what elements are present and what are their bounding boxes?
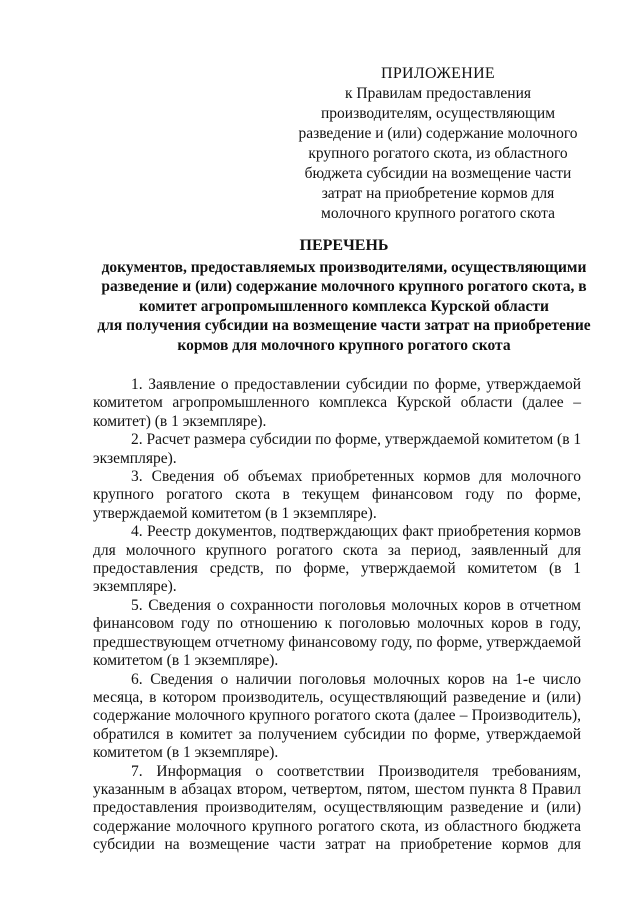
appendix-line: производителям, осуществляющим [321, 105, 555, 122]
title-line: комитет агропромышленного комплекса Курской области [139, 297, 549, 315]
text-line: финансовом году по отношению к поголовью молочных коров в году, [93, 615, 581, 633]
text-line: месяца, в котором производитель, осуществляющий разведение и (или) [93, 688, 581, 706]
title-line: кормов для молочного крупного рогатого скота [177, 336, 511, 354]
appendix-line: бюджета субсидии на возмещение части [304, 165, 572, 182]
list-item-1 [93, 376, 581, 431]
list-item-6 [93, 671, 581, 763]
text-line: указанным в абзацах втором, четвертом, пятом, шестом пункта 8 Правил [93, 780, 581, 798]
appendix-line: крупного рогатого скота, из областного [308, 145, 568, 162]
document-title [84, 236, 604, 355]
text-line: экземпляре). [93, 578, 177, 596]
text-line: 7. Информация о соответствии Производителя требованиям, [131, 762, 581, 780]
text-line: предшествующем отчетному финансовому году, по форме, утверждаемой [93, 633, 581, 651]
appendix-line: молочного крупного рогатого скота [321, 205, 555, 222]
text-line: 3. Сведения об объемах приобретенных кормов для молочного [131, 468, 581, 486]
text-line: предоставления производителям, осуществляющим разведение и (или) [93, 799, 581, 817]
text-line: обратился в комитет за получением субсидии по форме, утверждаемой [93, 725, 581, 743]
list-item-4 [93, 523, 581, 597]
appendix-line: к Правилам предоставления [344, 85, 532, 102]
appendix-heading: ПРИЛОЖЕНИЕ [380, 65, 495, 82]
title-line: разведение и (или) содержание молочного крупного рогатого скота, в [101, 278, 587, 295]
text-line: 6. Сведения о наличии поголовья молочных коров на 1-е число [131, 670, 581, 688]
text-line: для молочного крупного рогатого скота за период, заявленный для [93, 541, 581, 559]
text-line: утверждаемой комитетом (в 1 экземпляре). [93, 504, 377, 522]
text-line: содержание молочного крупного рогатого скота (далее – Производитель), [93, 707, 581, 725]
document-body [93, 376, 581, 855]
text-line: комитетом (в 1 экземпляре). [93, 652, 279, 670]
text-line: крупного рогатого скота в текущем финансовом году по форме, [93, 486, 581, 504]
text-line: 1. Заявление о предоставлении субсидии по форме, утверждаемой [131, 376, 581, 393]
list-item-7 [93, 763, 581, 855]
text-line: 2. Расчет размера субсидии по форме, утверждаемой комитетом (в 1 [131, 431, 582, 449]
appendix-line: затрат на приобретение кормов для [321, 185, 555, 202]
list-item-3 [93, 468, 581, 523]
text-line: комитетом (в 1 экземпляре). [93, 744, 279, 762]
text-line: 5. Сведения о сохранности поголовья молочных коров в отчетном [131, 596, 581, 614]
text-line: 4. Реестр документов, подтверждающих факт приобретения кормов [131, 523, 581, 541]
title-line: документов, предоставляемых производителями, осуществляющими [101, 258, 587, 276]
text-line: комитет) (в 1 экземпляре). [93, 412, 267, 430]
list-item-2 [93, 431, 581, 468]
text-line: предоставления средств, по форме, утверждаемой комитетом (в 1 [93, 560, 581, 578]
title-main: ПЕРЕЧЕНЬ [299, 237, 389, 254]
text-line: субсидии на возмещение части затрат на приобретение кормов для [93, 836, 581, 854]
title-line: для получения субсидии на возмещение части затрат на приобретение [97, 317, 591, 334]
text-line: содержание молочного крупного рогатого скота, из областного бюджета [93, 817, 581, 835]
text-line: комитетом агропромышленного комплекса Курской области (далее – [93, 394, 581, 412]
list-item-5 [93, 597, 581, 671]
text-line: экземпляре). [93, 449, 177, 467]
appendix-header [288, 64, 588, 224]
appendix-line: разведение и (или) содержание молочного [298, 125, 578, 142]
